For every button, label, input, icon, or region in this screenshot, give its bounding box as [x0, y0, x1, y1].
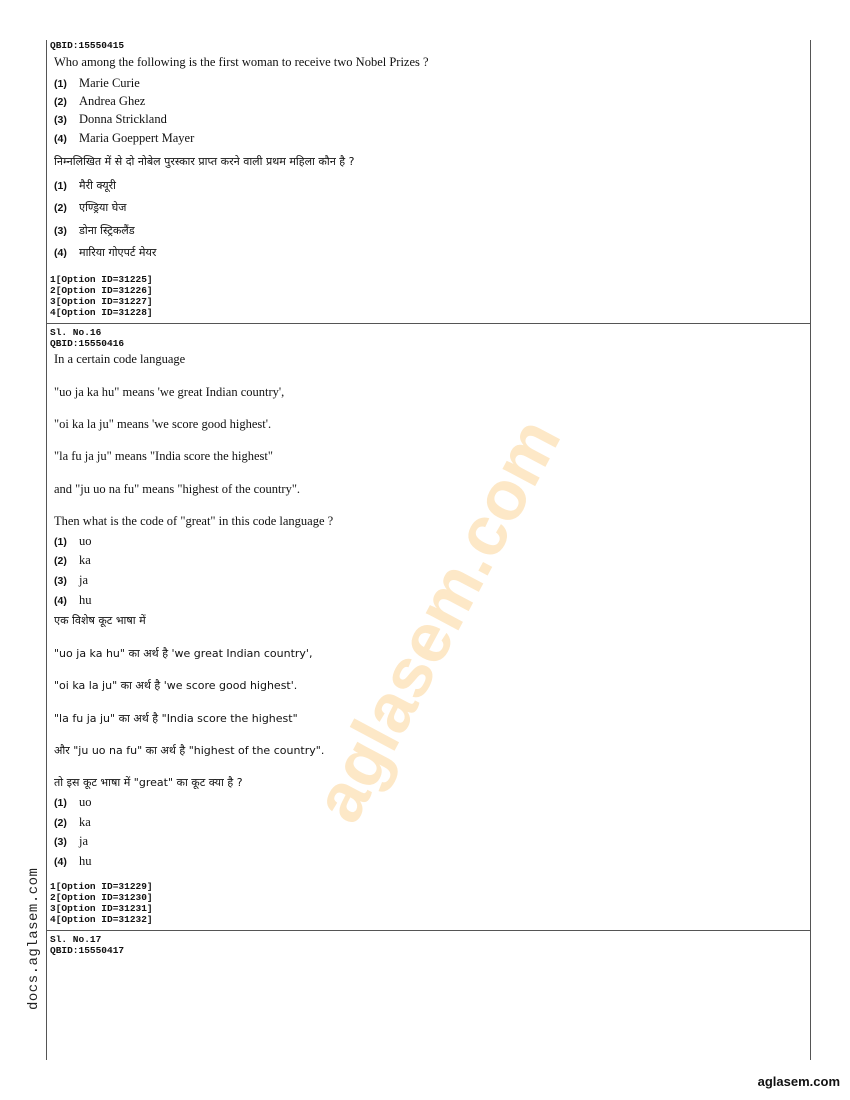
- q16-line-en-6: Then what is the code of "great" in this code language ?: [54, 514, 334, 528]
- q16-line-en-1: In a certain code language: [54, 352, 186, 366]
- q16-line-hi-4: "la fu ja ju" का अर्थ है "India score the highest": [54, 712, 298, 725]
- q16-line-hi-6: तो इस कूट भाषा में "great" का कूट क्या है ?: [54, 776, 243, 789]
- slno-17: Sl. No.17: [50, 934, 102, 945]
- q15-option-id-4: 4[Option ID=31228]: [50, 307, 153, 318]
- q16-line-en-3: "oi ka la ju" means 'we score good highest'.: [54, 417, 272, 431]
- divider: [46, 323, 810, 324]
- qbid-17: QBID:15550417: [50, 945, 125, 956]
- q16-line-en-4: "la fu ja ju" means "India score the highest": [54, 449, 273, 463]
- q16-line-hi-5: और "ju uo na fu" का अर्थ है "highest of the country".: [54, 744, 325, 757]
- q16-line-hi-3: "oi ka la ju" का अर्थ है 'we score good highest'.: [54, 679, 298, 692]
- q15-option-en-4: (4) Maria Goeppert Mayer: [54, 131, 195, 145]
- q15-option-en-3: (3) Donna Strickland: [54, 112, 167, 126]
- q16-option-id-1: 1[Option ID=31229]: [50, 881, 153, 892]
- question-15-hi: निम्नलिखित में से दो नोबेल पुरस्कार प्राप्त करने वाली प्रथम महिला कौन है ?: [54, 155, 355, 168]
- q16-option-hi-2: (2) ka: [54, 815, 91, 829]
- qbid-15: QBID:15550415: [50, 40, 125, 51]
- q15-option-id-2: 2[Option ID=31226]: [50, 285, 153, 296]
- q15-option-id-1: 1[Option ID=31225]: [50, 274, 153, 285]
- q15-option-hi-2: (2) एण्ड्रिया घेज: [54, 201, 127, 214]
- side-domain-text: docs.aglasem.com: [26, 867, 42, 1010]
- q16-option-en-1: (1) uo: [54, 534, 92, 548]
- q16-option-hi-1: (1) uo: [54, 795, 92, 809]
- q15-option-en-2: (2) Andrea Ghez: [54, 94, 146, 108]
- q16-option-en-3: (3) ja: [54, 573, 89, 587]
- q16-option-id-2: 2[Option ID=31230]: [50, 892, 153, 903]
- watermark: aglasem.com: [298, 405, 576, 835]
- q16-line-hi-1: एक विशेष कूट भाषा में: [54, 614, 146, 627]
- page-border-left: [46, 40, 47, 1060]
- q16-option-en-4: (4) hu: [54, 593, 92, 607]
- q15-option-id-3: 3[Option ID=31227]: [50, 296, 153, 307]
- q16-line-en-2: "uo ja ka hu" means 'we great Indian country',: [54, 385, 285, 399]
- slno-16: Sl. No.16: [50, 327, 102, 338]
- q16-line-hi-2: "uo ja ka hu" का अर्थ है 'we great Indian country',: [54, 647, 313, 660]
- page-border-right: [810, 40, 811, 1060]
- q16-option-en-2: (2) ka: [54, 553, 91, 567]
- q15-option-hi-3: (3) डोना स्ट्रिकलैंड: [54, 224, 135, 237]
- q16-option-hi-4: (4) hu: [54, 854, 92, 868]
- q15-option-en-1: (1) Marie Curie: [54, 76, 140, 90]
- divider: [46, 930, 810, 931]
- qbid-16: QBID:15550416: [50, 338, 125, 349]
- question-15-en: Who among the following is the first woman to receive two Nobel Prizes ?: [54, 55, 429, 69]
- q16-option-id-4: 4[Option ID=31232]: [50, 914, 153, 925]
- q16-option-hi-3: (3) ja: [54, 834, 89, 848]
- brand-footer: aglasem.com: [757, 1074, 840, 1089]
- q15-option-hi-1: (1) मैरी क्यूरी: [54, 179, 117, 192]
- q16-option-id-3: 3[Option ID=31231]: [50, 903, 153, 914]
- q15-option-hi-4: (4) मारिया गोएपर्ट मेयर: [54, 246, 157, 259]
- q16-line-en-5: and "ju uo na fu" means "highest of the country".: [54, 482, 301, 496]
